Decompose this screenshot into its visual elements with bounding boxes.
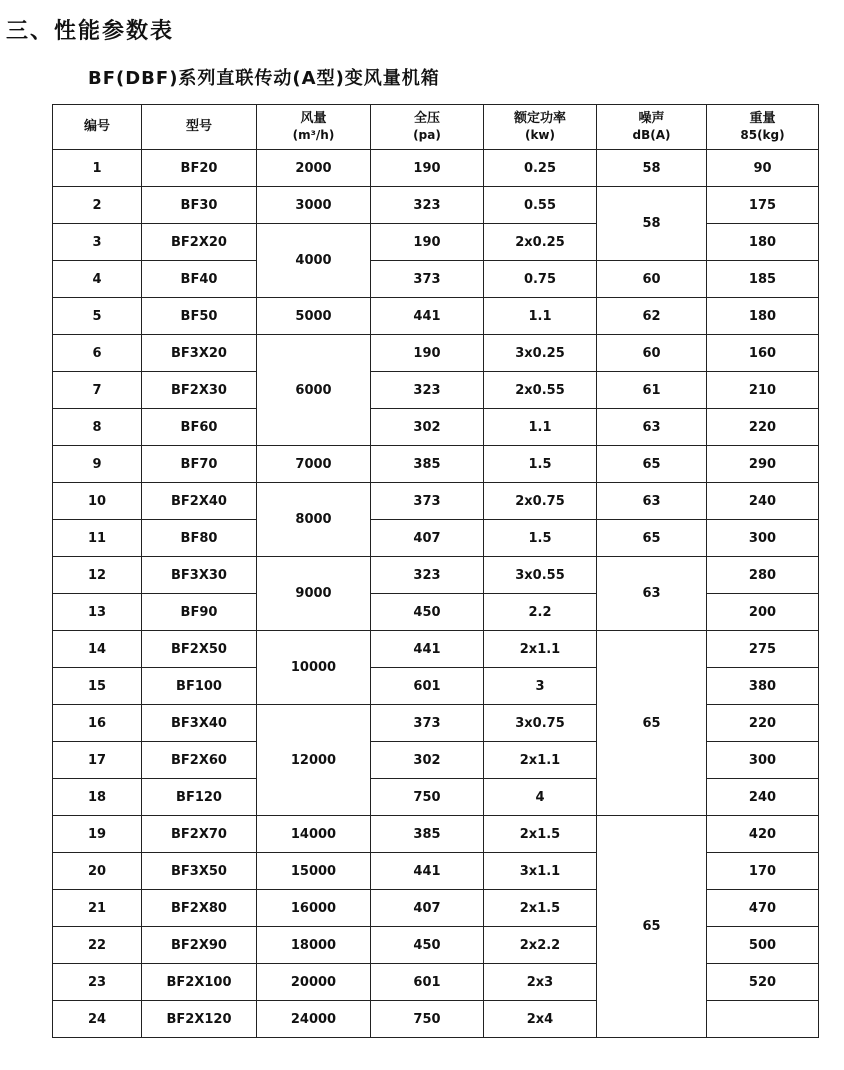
cell-power: 1.5 bbox=[484, 446, 597, 483]
cell-power: 1.5 bbox=[484, 520, 597, 557]
header-cell-pressure: 全压 (pa) bbox=[371, 105, 484, 150]
cell-airflow: 8000 bbox=[257, 483, 371, 557]
cell-model: BF2X40 bbox=[142, 483, 257, 520]
cell-model: BF30 bbox=[142, 187, 257, 224]
cell-weight: 220 bbox=[707, 705, 819, 742]
cell-model: BF50 bbox=[142, 298, 257, 335]
cell-power: 2x2.2 bbox=[484, 927, 597, 964]
table-row bbox=[53, 150, 819, 187]
cell-airflow: 24000 bbox=[257, 1001, 371, 1038]
cell-pressure: 302 bbox=[371, 409, 484, 446]
cell-airflow: 12000 bbox=[257, 705, 371, 816]
cell-number: 6 bbox=[53, 335, 142, 372]
cell-pressure: 441 bbox=[371, 298, 484, 335]
cell-pressure: 441 bbox=[371, 853, 484, 890]
cell-weight: 290 bbox=[707, 446, 819, 483]
cell-number: 1 bbox=[53, 150, 142, 187]
cell-number: 12 bbox=[53, 557, 142, 594]
cell-model: BF2X100 bbox=[142, 964, 257, 1001]
cell-pressure: 323 bbox=[371, 187, 484, 224]
cell-number: 7 bbox=[53, 372, 142, 409]
cell-pressure: 601 bbox=[371, 668, 484, 705]
cell-weight: 280 bbox=[707, 557, 819, 594]
cell-model: BF2X120 bbox=[142, 1001, 257, 1038]
cell-noise: 65 bbox=[597, 446, 707, 483]
cell-power: 2x1.5 bbox=[484, 890, 597, 927]
cell-pressure: 407 bbox=[371, 520, 484, 557]
cell-power: 3x0.75 bbox=[484, 705, 597, 742]
cell-power: 2x1.1 bbox=[484, 631, 597, 668]
cell-weight: 200 bbox=[707, 594, 819, 631]
cell-number: 3 bbox=[53, 224, 142, 261]
cell-pressure: 750 bbox=[371, 779, 484, 816]
cell-number: 23 bbox=[53, 964, 142, 1001]
cell-model: BF2X90 bbox=[142, 927, 257, 964]
cell-number: 14 bbox=[53, 631, 142, 668]
cell-number: 18 bbox=[53, 779, 142, 816]
cell-airflow: 16000 bbox=[257, 890, 371, 927]
cell-weight: 185 bbox=[707, 261, 819, 298]
cell-number: 22 bbox=[53, 927, 142, 964]
header-cell-number: 编号 bbox=[53, 105, 142, 150]
cell-power: 3x1.1 bbox=[484, 853, 597, 890]
cell-pressure: 450 bbox=[371, 927, 484, 964]
table-row bbox=[53, 187, 819, 224]
cell-airflow: 4000 bbox=[257, 224, 371, 298]
cell-pressure: 373 bbox=[371, 483, 484, 520]
cell-pressure: 373 bbox=[371, 705, 484, 742]
cell-weight: 160 bbox=[707, 335, 819, 372]
cell-weight: 180 bbox=[707, 298, 819, 335]
cell-model: BF2X70 bbox=[142, 816, 257, 853]
cell-power: 2x1.1 bbox=[484, 742, 597, 779]
cell-pressure: 601 bbox=[371, 964, 484, 1001]
header-row bbox=[53, 105, 819, 150]
cell-model: BF60 bbox=[142, 409, 257, 446]
cell-number: 16 bbox=[53, 705, 142, 742]
cell-model: BF120 bbox=[142, 779, 257, 816]
header-cell-airflow: 风量 (m³/h) bbox=[257, 105, 371, 150]
cell-weight: 300 bbox=[707, 742, 819, 779]
cell-power: 4 bbox=[484, 779, 597, 816]
cell-noise: 65 bbox=[597, 816, 707, 1038]
table-row bbox=[53, 335, 819, 372]
cell-weight: 180 bbox=[707, 224, 819, 261]
cell-model: BF100 bbox=[142, 668, 257, 705]
cell-pressure: 385 bbox=[371, 446, 484, 483]
cell-number: 4 bbox=[53, 261, 142, 298]
cell-weight: 210 bbox=[707, 372, 819, 409]
table-row bbox=[53, 557, 819, 594]
cell-power: 1.1 bbox=[484, 298, 597, 335]
cell-airflow: 10000 bbox=[257, 631, 371, 705]
cell-weight: 500 bbox=[707, 927, 819, 964]
table-row bbox=[53, 483, 819, 520]
cell-weight: 380 bbox=[707, 668, 819, 705]
cell-power: 2x1.5 bbox=[484, 816, 597, 853]
cell-weight: 220 bbox=[707, 409, 819, 446]
table-row bbox=[53, 446, 819, 483]
cell-weight: 175 bbox=[707, 187, 819, 224]
cell-airflow: 18000 bbox=[257, 927, 371, 964]
cell-model: BF3X50 bbox=[142, 853, 257, 890]
table-row bbox=[53, 298, 819, 335]
cell-noise: 62 bbox=[597, 298, 707, 335]
table-row bbox=[53, 261, 819, 298]
cell-noise: 63 bbox=[597, 409, 707, 446]
cell-pressure: 302 bbox=[371, 742, 484, 779]
cell-pressure: 750 bbox=[371, 1001, 484, 1038]
cell-model: BF80 bbox=[142, 520, 257, 557]
table-title: BF(DBF)系列直联传动(A型)变风量机箱 bbox=[88, 68, 440, 89]
cell-pressure: 190 bbox=[371, 335, 484, 372]
cell-noise: 60 bbox=[597, 335, 707, 372]
cell-weight: 240 bbox=[707, 779, 819, 816]
cell-power: 0.25 bbox=[484, 150, 597, 187]
cell-weight bbox=[707, 1001, 819, 1038]
cell-pressure: 323 bbox=[371, 372, 484, 409]
cell-airflow: 3000 bbox=[257, 187, 371, 224]
cell-number: 19 bbox=[53, 816, 142, 853]
cell-noise: 63 bbox=[597, 557, 707, 631]
cell-model: BF2X80 bbox=[142, 890, 257, 927]
cell-number: 20 bbox=[53, 853, 142, 890]
cell-model: BF2X50 bbox=[142, 631, 257, 668]
cell-number: 24 bbox=[53, 1001, 142, 1038]
cell-number: 15 bbox=[53, 668, 142, 705]
cell-pressure: 373 bbox=[371, 261, 484, 298]
header-cell-power: 额定功率 (kw) bbox=[484, 105, 597, 150]
cell-noise: 61 bbox=[597, 372, 707, 409]
cell-number: 21 bbox=[53, 890, 142, 927]
cell-number: 2 bbox=[53, 187, 142, 224]
cell-noise: 63 bbox=[597, 483, 707, 520]
cell-power: 2x0.25 bbox=[484, 224, 597, 261]
cell-model: BF3X20 bbox=[142, 335, 257, 372]
cell-number: 8 bbox=[53, 409, 142, 446]
cell-weight: 470 bbox=[707, 890, 819, 927]
cell-pressure: 450 bbox=[371, 594, 484, 631]
table-row bbox=[53, 409, 819, 446]
table-row bbox=[53, 372, 819, 409]
cell-model: BF90 bbox=[142, 594, 257, 631]
table-body bbox=[53, 150, 819, 1038]
cell-pressure: 323 bbox=[371, 557, 484, 594]
cell-airflow: 7000 bbox=[257, 446, 371, 483]
cell-number: 5 bbox=[53, 298, 142, 335]
cell-power: 2x3 bbox=[484, 964, 597, 1001]
cell-power: 2x0.75 bbox=[484, 483, 597, 520]
cell-noise: 65 bbox=[597, 631, 707, 816]
cell-number: 10 bbox=[53, 483, 142, 520]
cell-power: 0.55 bbox=[484, 187, 597, 224]
cell-model: BF2X20 bbox=[142, 224, 257, 261]
cell-power: 2.2 bbox=[484, 594, 597, 631]
cell-pressure: 407 bbox=[371, 890, 484, 927]
cell-pressure: 190 bbox=[371, 150, 484, 187]
table-row bbox=[53, 816, 819, 853]
cell-model: BF3X40 bbox=[142, 705, 257, 742]
cell-airflow: 20000 bbox=[257, 964, 371, 1001]
cell-model: BF2X30 bbox=[142, 372, 257, 409]
cell-weight: 275 bbox=[707, 631, 819, 668]
cell-number: 17 bbox=[53, 742, 142, 779]
cell-power: 3x0.55 bbox=[484, 557, 597, 594]
cell-power: 3 bbox=[484, 668, 597, 705]
cell-number: 13 bbox=[53, 594, 142, 631]
cell-number: 11 bbox=[53, 520, 142, 557]
performance-table bbox=[52, 104, 819, 1038]
cell-airflow: 14000 bbox=[257, 816, 371, 853]
cell-airflow: 5000 bbox=[257, 298, 371, 335]
table-row bbox=[53, 520, 819, 557]
cell-power: 2x4 bbox=[484, 1001, 597, 1038]
header-cell-weight: 重量 85(kg) bbox=[707, 105, 819, 150]
cell-model: BF40 bbox=[142, 261, 257, 298]
cell-power: 3x0.25 bbox=[484, 335, 597, 372]
cell-weight: 170 bbox=[707, 853, 819, 890]
cell-model: BF2X60 bbox=[142, 742, 257, 779]
cell-noise: 58 bbox=[597, 150, 707, 187]
cell-weight: 240 bbox=[707, 483, 819, 520]
table-row bbox=[53, 631, 819, 668]
cell-pressure: 385 bbox=[371, 816, 484, 853]
cell-power: 0.75 bbox=[484, 261, 597, 298]
cell-weight: 420 bbox=[707, 816, 819, 853]
cell-model: BF70 bbox=[142, 446, 257, 483]
cell-airflow: 2000 bbox=[257, 150, 371, 187]
cell-weight: 520 bbox=[707, 964, 819, 1001]
cell-noise: 58 bbox=[597, 187, 707, 261]
header-cell-noise: 噪声 dB(A) bbox=[597, 105, 707, 150]
cell-airflow: 6000 bbox=[257, 335, 371, 446]
cell-noise: 60 bbox=[597, 261, 707, 298]
cell-power: 2x0.55 bbox=[484, 372, 597, 409]
section-heading: 三、性能参数表 bbox=[6, 19, 175, 44]
cell-airflow: 9000 bbox=[257, 557, 371, 631]
cell-number: 9 bbox=[53, 446, 142, 483]
cell-model: BF3X30 bbox=[142, 557, 257, 594]
cell-model: BF20 bbox=[142, 150, 257, 187]
cell-pressure: 190 bbox=[371, 224, 484, 261]
cell-weight: 300 bbox=[707, 520, 819, 557]
cell-noise: 65 bbox=[597, 520, 707, 557]
cell-weight: 90 bbox=[707, 150, 819, 187]
cell-pressure: 441 bbox=[371, 631, 484, 668]
cell-airflow: 15000 bbox=[257, 853, 371, 890]
cell-power: 1.1 bbox=[484, 409, 597, 446]
header-cell-model: 型号 bbox=[142, 105, 257, 150]
